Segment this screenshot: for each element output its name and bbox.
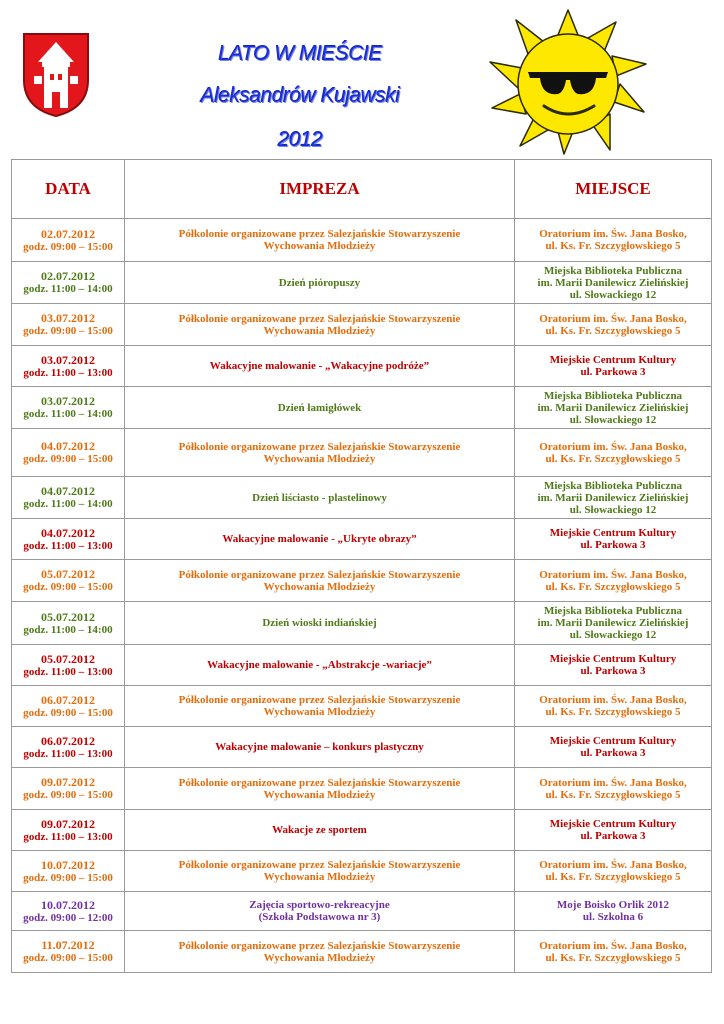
place-line: ul. Parkowa 3	[580, 830, 646, 842]
place-line: Miejskie Centrum Kultury	[549, 818, 677, 830]
table-row	[12, 477, 712, 519]
event-cell	[125, 768, 515, 810]
place-line: Miejska Biblioteka Publiczna	[543, 479, 683, 492]
date-cell	[12, 851, 125, 892]
date-cell	[12, 727, 125, 768]
event-name-line: Wakacyjne malowanie - „Ukryte obrazy”	[222, 533, 417, 545]
schedule-table	[11, 159, 712, 973]
event-name-line: Wychowania Młodzieży	[263, 951, 376, 964]
event-date: 04.07.2012	[41, 525, 95, 540]
event-name-line: Półkolonie organizowane przez Salezjańskie Stowarzyszenie	[178, 859, 461, 871]
event-name-line: Dzień wioski indiańskiej	[262, 617, 377, 629]
event-date: 02.07.2012	[41, 269, 95, 283]
event-date: 06.07.2012	[41, 733, 95, 748]
event-hours: godz. 09:00 – 15:00	[23, 871, 113, 884]
table-row	[12, 892, 712, 931]
place-cell	[515, 387, 712, 429]
place-line: ul. Ks. Fr. Szczygłowskiego 5	[545, 706, 681, 718]
place-cell	[515, 262, 712, 304]
event-hours: godz. 09:00 – 12:00	[23, 911, 113, 924]
place-line: im. Marii Danilewicz Zielińskiej	[537, 491, 689, 504]
place-line: ul. Słowackiego 12	[569, 629, 657, 641]
table-row	[12, 727, 712, 768]
place-line: Miejskie Centrum Kultury	[549, 527, 677, 539]
event-hours: godz. 11:00 – 13:00	[23, 366, 113, 379]
event-date: 10.07.2012	[41, 897, 95, 912]
event-name-line: Zajęcia sportowo-rekreacyjne	[249, 899, 390, 911]
place-line: ul. Ks. Fr. Szczygłowskiego 5	[545, 324, 681, 337]
event-name-line: Dzień łamigłówek	[277, 401, 362, 414]
place-line: Oratorium im. Św. Jana Bosko,	[539, 568, 687, 581]
place-cell	[515, 519, 712, 560]
event-name-line: Wakacyjne malowanie - „Abstrakcje -wariacje”	[207, 659, 432, 671]
event-date: 03.07.2012	[41, 311, 95, 325]
event-cell	[125, 727, 515, 768]
event-hours: godz. 11:00 – 14:00	[23, 408, 113, 420]
event-hours: godz. 11:00 – 14:00	[23, 498, 113, 510]
place-cell	[515, 560, 712, 602]
column-header-event: IMPREZA	[125, 160, 515, 219]
sun-with-sunglasses-icon	[486, 8, 650, 156]
place-line: Miejska Biblioteka Publiczna	[543, 389, 683, 402]
event-cell	[125, 645, 515, 686]
table-row	[12, 262, 712, 304]
event-name-line: Półkolonie organizowane przez Salezjańskie Stowarzyszenie	[178, 440, 461, 453]
place-line: im. Marii Danilewicz Zielińskiej	[537, 401, 689, 414]
table-row	[12, 851, 712, 892]
event-cell	[125, 851, 515, 892]
place-line: Oratorium im. Św. Jana Bosko,	[539, 228, 687, 240]
place-cell	[515, 645, 712, 686]
table-row	[12, 810, 712, 851]
place-cell	[515, 429, 712, 477]
place-line: Oratorium im. Św. Jana Bosko,	[539, 939, 687, 952]
event-cell	[125, 387, 515, 429]
place-line: ul. Słowackiego 12	[569, 288, 657, 301]
event-cell	[125, 429, 515, 477]
place-line: Miejska Biblioteka Publiczna	[543, 605, 683, 617]
event-name-line: Wychowania Młodzieży	[263, 706, 376, 718]
place-cell	[515, 768, 712, 810]
date-cell	[12, 645, 125, 686]
date-cell	[12, 519, 125, 560]
place-line: im. Marii Danilewicz Zielińskiej	[537, 276, 689, 289]
event-cell	[125, 560, 515, 602]
event-cell	[125, 219, 515, 262]
date-cell	[12, 219, 125, 262]
event-cell	[125, 602, 515, 645]
event-date: 03.07.2012	[41, 352, 95, 367]
place-line: Oratorium im. Św. Jana Bosko,	[539, 694, 687, 706]
event-cell	[125, 892, 515, 931]
place-cell	[515, 851, 712, 892]
date-cell	[12, 346, 125, 387]
table-row	[12, 645, 712, 686]
place-cell	[515, 727, 712, 768]
place-cell	[515, 477, 712, 519]
event-name-line: Wychowania Młodzieży	[263, 580, 376, 593]
event-name-line: Wychowania Młodzieży	[263, 324, 376, 337]
date-cell	[12, 810, 125, 851]
event-cell	[125, 519, 515, 560]
date-cell	[12, 304, 125, 346]
place-line: ul. Słowackiego 12	[569, 503, 657, 516]
date-cell	[12, 602, 125, 645]
event-date: 05.07.2012	[41, 609, 95, 624]
event-cell	[125, 304, 515, 346]
place-line: Oratorium im. Św. Jana Bosko,	[539, 776, 687, 789]
place-line: ul. Parkowa 3	[580, 665, 646, 677]
table-row	[12, 429, 712, 477]
place-line: ul. Parkowa 3	[580, 366, 646, 378]
table-row	[12, 219, 712, 262]
place-line: ul. Ks. Fr. Szczygłowskiego 5	[545, 240, 681, 252]
table-row	[12, 686, 712, 727]
place-line: im. Marii Danilewicz Zielińskiej	[537, 617, 689, 629]
place-line: ul. Ks. Fr. Szczygłowskiego 5	[545, 580, 681, 593]
event-date: 04.07.2012	[41, 484, 95, 498]
date-cell	[12, 768, 125, 810]
date-cell	[12, 262, 125, 304]
place-line: ul. Ks. Fr. Szczygłowskiego 5	[545, 951, 681, 964]
event-date: 06.07.2012	[41, 692, 95, 707]
event-hours: godz. 11:00 – 13:00	[23, 747, 113, 760]
event-date: 10.07.2012	[41, 857, 95, 872]
place-cell	[515, 810, 712, 851]
date-cell	[12, 429, 125, 477]
date-cell	[12, 477, 125, 519]
event-date: 02.07.2012	[41, 226, 95, 241]
event-name-line: Dzień pióropuszy	[278, 276, 361, 289]
place-cell	[515, 686, 712, 727]
event-name-line: Półkolonie organizowane przez Salezjańskie Stowarzyszenie	[178, 228, 461, 240]
table-row	[12, 768, 712, 810]
header-title: LATO W MIEŚCIE	[218, 42, 382, 65]
event-hours: godz. 09:00 – 15:00	[23, 325, 113, 337]
event-date: 04.07.2012	[41, 439, 95, 453]
place-line: Miejskie Centrum Kultury	[549, 354, 677, 366]
place-line: Oratorium im. Św. Jana Bosko,	[539, 312, 687, 325]
event-name-line: Wychowania Młodzieży	[263, 240, 376, 252]
place-line: Oratorium im. Św. Jana Bosko,	[539, 440, 687, 453]
place-line: ul. Parkowa 3	[580, 747, 646, 759]
table-header-row	[12, 160, 712, 219]
event-date: 09.07.2012	[41, 816, 95, 831]
event-name-line: Wychowania Młodzieży	[263, 788, 376, 801]
event-name-line: Wychowania Młodzieży	[263, 452, 376, 465]
event-name-line: Półkolonie organizowane przez Salezjańskie Stowarzyszenie	[178, 568, 461, 581]
event-cell	[125, 346, 515, 387]
date-cell	[12, 560, 125, 602]
table-row	[12, 602, 712, 645]
event-hours: godz. 09:00 – 15:00	[23, 240, 113, 253]
place-line: ul. Ks. Fr. Szczygłowskiego 5	[545, 871, 681, 883]
event-hours: godz. 11:00 – 13:00	[23, 830, 113, 843]
event-hours: godz. 09:00 – 15:00	[23, 789, 113, 801]
event-name-line: Półkolonie organizowane przez Salezjańskie Stowarzyszenie	[178, 939, 461, 952]
date-cell	[12, 387, 125, 429]
place-line: Moje Boisko Orlik 2012	[556, 899, 670, 911]
event-hours: godz. 11:00 – 14:00	[23, 623, 113, 636]
date-cell	[12, 686, 125, 727]
event-hours: godz. 09:00 – 15:00	[23, 453, 113, 465]
place-cell	[515, 892, 712, 931]
place-line: Miejskie Centrum Kultury	[549, 653, 677, 665]
event-name-line: Wakacje ze sportem	[272, 824, 367, 836]
event-date: 05.07.2012	[41, 567, 95, 581]
event-name-line: Dzień liściasto - plastelinowy	[252, 491, 387, 504]
place-line: Miejska Biblioteka Publiczna	[543, 264, 683, 277]
header-town: Aleksandrów Kujawski	[200, 84, 400, 107]
table-row	[12, 931, 712, 973]
event-cell	[125, 931, 515, 973]
table-row	[12, 387, 712, 429]
date-cell	[12, 892, 125, 931]
place-line: ul. Ks. Fr. Szczygłowskiego 5	[545, 788, 681, 801]
event-date: 09.07.2012	[41, 775, 95, 789]
place-cell	[515, 219, 712, 262]
event-date: 05.07.2012	[41, 651, 95, 666]
table-row	[12, 519, 712, 560]
event-cell	[125, 262, 515, 304]
event-name-line: Półkolonie organizowane przez Salezjańskie Stowarzyszenie	[178, 694, 461, 706]
event-hours: godz. 11:00 – 13:00	[23, 539, 113, 552]
event-hours: godz. 09:00 – 15:00	[23, 952, 113, 964]
date-cell	[12, 931, 125, 973]
event-name-line: Półkolonie organizowane przez Salezjańskie Stowarzyszenie	[178, 776, 461, 789]
place-line: ul. Ks. Fr. Szczygłowskiego 5	[545, 452, 681, 465]
event-name-line: (Szkoła Podstawowa nr 3)	[258, 911, 381, 923]
place-line: ul. Szkolna 6	[582, 911, 644, 923]
event-name-line: Wychowania Młodzieży	[263, 871, 376, 883]
event-hours: godz. 11:00 – 13:00	[23, 665, 113, 678]
place-line: Miejskie Centrum Kultury	[549, 735, 677, 747]
event-date: 03.07.2012	[41, 394, 95, 408]
place-cell	[515, 931, 712, 973]
table-row	[12, 346, 712, 387]
place-line: ul. Parkowa 3	[580, 539, 646, 551]
place-cell	[515, 304, 712, 346]
table-row	[12, 560, 712, 602]
place-line: ul. Słowackiego 12	[569, 413, 657, 426]
event-cell	[125, 477, 515, 519]
column-header-place: MIEJSCE	[515, 160, 712, 219]
table-row	[12, 304, 712, 346]
place-line: Oratorium im. Św. Jana Bosko,	[539, 859, 687, 871]
event-cell	[125, 686, 515, 727]
place-cell	[515, 346, 712, 387]
place-cell	[515, 602, 712, 645]
event-cell	[125, 810, 515, 851]
header-year: 2012	[277, 128, 323, 151]
event-hours: godz. 09:00 – 15:00	[23, 581, 113, 593]
event-hours: godz. 09:00 – 15:00	[23, 706, 113, 719]
event-name-line: Wakacyjne malowanie - „Wakacyjne podróże”	[209, 360, 430, 372]
event-name-line: Półkolonie organizowane przez Salezjańskie Stowarzyszenie	[178, 312, 461, 325]
column-header-date: DATA	[12, 160, 125, 219]
event-name-line: Wakacyjne malowanie – konkurs plastyczny	[215, 741, 424, 753]
event-date: 11.07.2012	[41, 938, 95, 952]
event-hours: godz. 11:00 – 14:00	[23, 283, 113, 295]
town-crest-icon	[22, 32, 90, 118]
